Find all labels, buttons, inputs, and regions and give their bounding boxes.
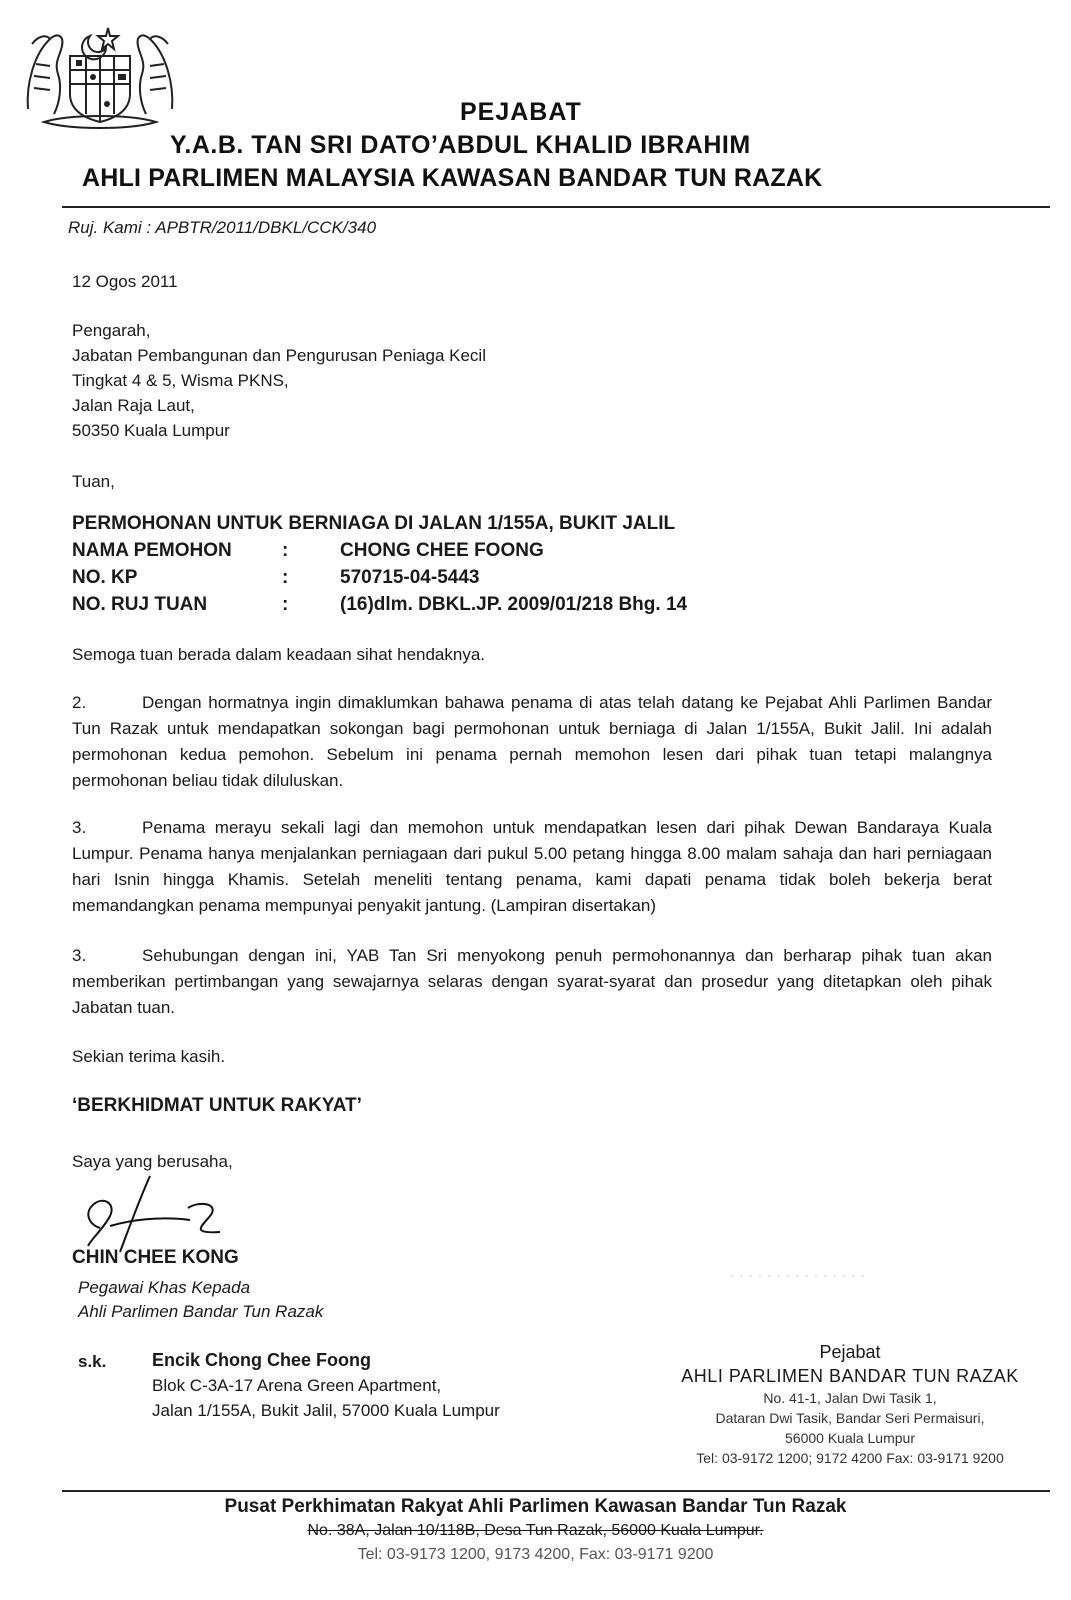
paragraph-text: Penama merayu sekali lagi dan memohon untuk mendapatkan lesen dari pihak Dewan Bandaraya Kuala Lumpur. Penama hanya menjalankan perniagaan dari pukul 5.00 petang hingga 8.00 malam sahaja dan hari perniagaan hari Isnin hingga Khamis. Setelah meneliti tentang penama, kami dapati penama tidak boleh bekerja berat memandangkan penama mempunyai penyakit jantung. (Lampiran disertakan) [72, 818, 992, 915]
cc-recipient [152, 1348, 500, 1423]
letterhead-line-2: Y.A.B. TAN SRI DATO’ABDUL KHALID IBRAHIM [170, 131, 751, 159]
signatory-title: Ahli Parlimen Bandar Tun Razak [78, 1302, 324, 1321]
paragraph-number: 3. [72, 818, 87, 837]
recipient-line: Tingkat 4 & 5, Wisma PKNS, [72, 371, 289, 390]
field-value: CHONG CHEE FOONG [340, 540, 544, 561]
cc-address-line: Blok C-3A-17 Arena Green Apartment, [152, 1376, 442, 1395]
handwritten-signature [70, 1168, 240, 1258]
field-label: NO. RUJ TUAN [72, 594, 208, 615]
coat-of-arms-icon [20, 14, 180, 134]
greeting: Semoga tuan berada dalam keadaan sihat hendaknya. [72, 645, 486, 664]
field-row [72, 567, 972, 594]
field-label: NO. KP [72, 567, 138, 588]
recipient-line: 50350 Kuala Lumpur [72, 421, 230, 440]
footer-phone: Tel: 03-9173 1200, 9173 4200, Fax: 03-9171 9200 [357, 1546, 714, 1563]
applicant-fields [72, 540, 972, 621]
office-stamp-line: 56000 Kuala Lumpur [785, 1430, 915, 1446]
office-stamp-line: Pejabat [819, 1342, 881, 1362]
sign-off: Saya yang berusaha, [72, 1152, 233, 1171]
office-stamp [660, 1340, 1040, 1468]
footer-title: Pusat Perkhimatan Rakyat Ahli Parlimen Kawasan Bandar Tun Razak [224, 1496, 847, 1517]
office-stamp-line: AHLI PARLIMEN BANDAR TUN RAZAK [681, 1366, 1019, 1386]
field-value: (16)dlm. DBKL.JP. 2009/01/218 Bhg. 14 [340, 594, 688, 615]
faint-stamp-mark: · · · · · · · · · · · · · · · [730, 1268, 866, 1282]
recipient-line: Pengarah, [72, 321, 151, 340]
cc-name: Encik Chong Chee Foong [152, 1350, 371, 1370]
field-row [72, 540, 972, 567]
paragraph-number: 2. [72, 693, 87, 712]
field-colon: : [282, 594, 289, 615]
office-stamp-line: Dataran Dwi Tasik, Bandar Seri Permaisuri, [715, 1410, 985, 1426]
subject-line: PERMOHONAN UNTUK BERNIAGA DI JALAN 1/155A, BUKIT JALIL [72, 513, 676, 534]
closing-line: Sekian terima kasih. [72, 1047, 226, 1066]
letterhead-line-1: PEJABAT [460, 98, 582, 126]
paragraph-text: Sehubungan dengan ini, YAB Tan Sri menyokong penuh permohonannya dan berharap pihak tuan akan memberikan pertimbangan yang sewajarnya selaras dengan syarat-syarat dan prosedur yang ditetapkan oleh pihak Jabatan tuan. [72, 946, 992, 1017]
salutation: Tuan, [72, 472, 115, 491]
signatory-title: Pegawai Khas Kepada [78, 1278, 251, 1297]
footer-divider [62, 1490, 1050, 1492]
field-colon: : [282, 567, 289, 588]
letterhead-line-3: AHLI PARLIMEN MALAYSIA KAWASAN BANDAR TUN RAZAK [82, 164, 823, 192]
paragraph-text: Dengan hormatnya ingin dimaklumkan bahawa penama di atas telah datang ke Pejabat Ahli Parlimen Bandar Tun Razak untuk mendapatkan sokongan bagi permohonan untuk berniaga di Jalan 1/155A, Bukit Jalil. Ini adalah permohonan kedua pemohon. Sebelum ini penama pernah memohon lesen dari pihak tuan tetapi malangnya permohonan beliau tidak diluluskan. [72, 693, 992, 790]
signatory-name: CHIN CHEE KONG [72, 1247, 239, 1268]
recipient-line: Jabatan Pembangunan dan Pengurusan Peniaga Kecil [72, 346, 486, 365]
paragraph-number: 3. [72, 946, 87, 965]
recipient-address [72, 318, 486, 443]
field-label: NAMA PEMOHON [72, 540, 232, 561]
cc-address-line: Jalan 1/155A, Bukit Jalil, 57000 Kuala Lumpur [152, 1401, 500, 1420]
cc-label: s.k. [78, 1352, 107, 1371]
motto: ‘BERKHIDMAT UNTUK RAKYAT’ [72, 1095, 362, 1116]
paragraph-4 [72, 943, 992, 1021]
letter-date: 12 Ogos 2011 [72, 272, 178, 291]
field-colon: : [282, 540, 289, 561]
footer-address: No. 38A, Jalan 10/118B, Desa Tun Razak, 56000 Kuala Lumpur. [307, 1522, 764, 1539]
field-row [72, 594, 972, 621]
header-divider [62, 206, 1050, 208]
office-stamp-line: No. 41-1, Jalan Dwi Tasik 1, [763, 1390, 937, 1406]
office-stamp-line: Tel: 03-9172 1200; 9172 4200 Fax: 03-9171 9200 [696, 1450, 1004, 1466]
paragraph-2 [72, 690, 992, 794]
reference-number: Ruj. Kami : APBTR/2011/DBKL/CCK/340 [68, 218, 377, 237]
paragraph-3 [72, 815, 992, 919]
field-value: 570715-04-5443 [340, 567, 480, 588]
recipient-line: Jalan Raja Laut, [72, 396, 195, 415]
